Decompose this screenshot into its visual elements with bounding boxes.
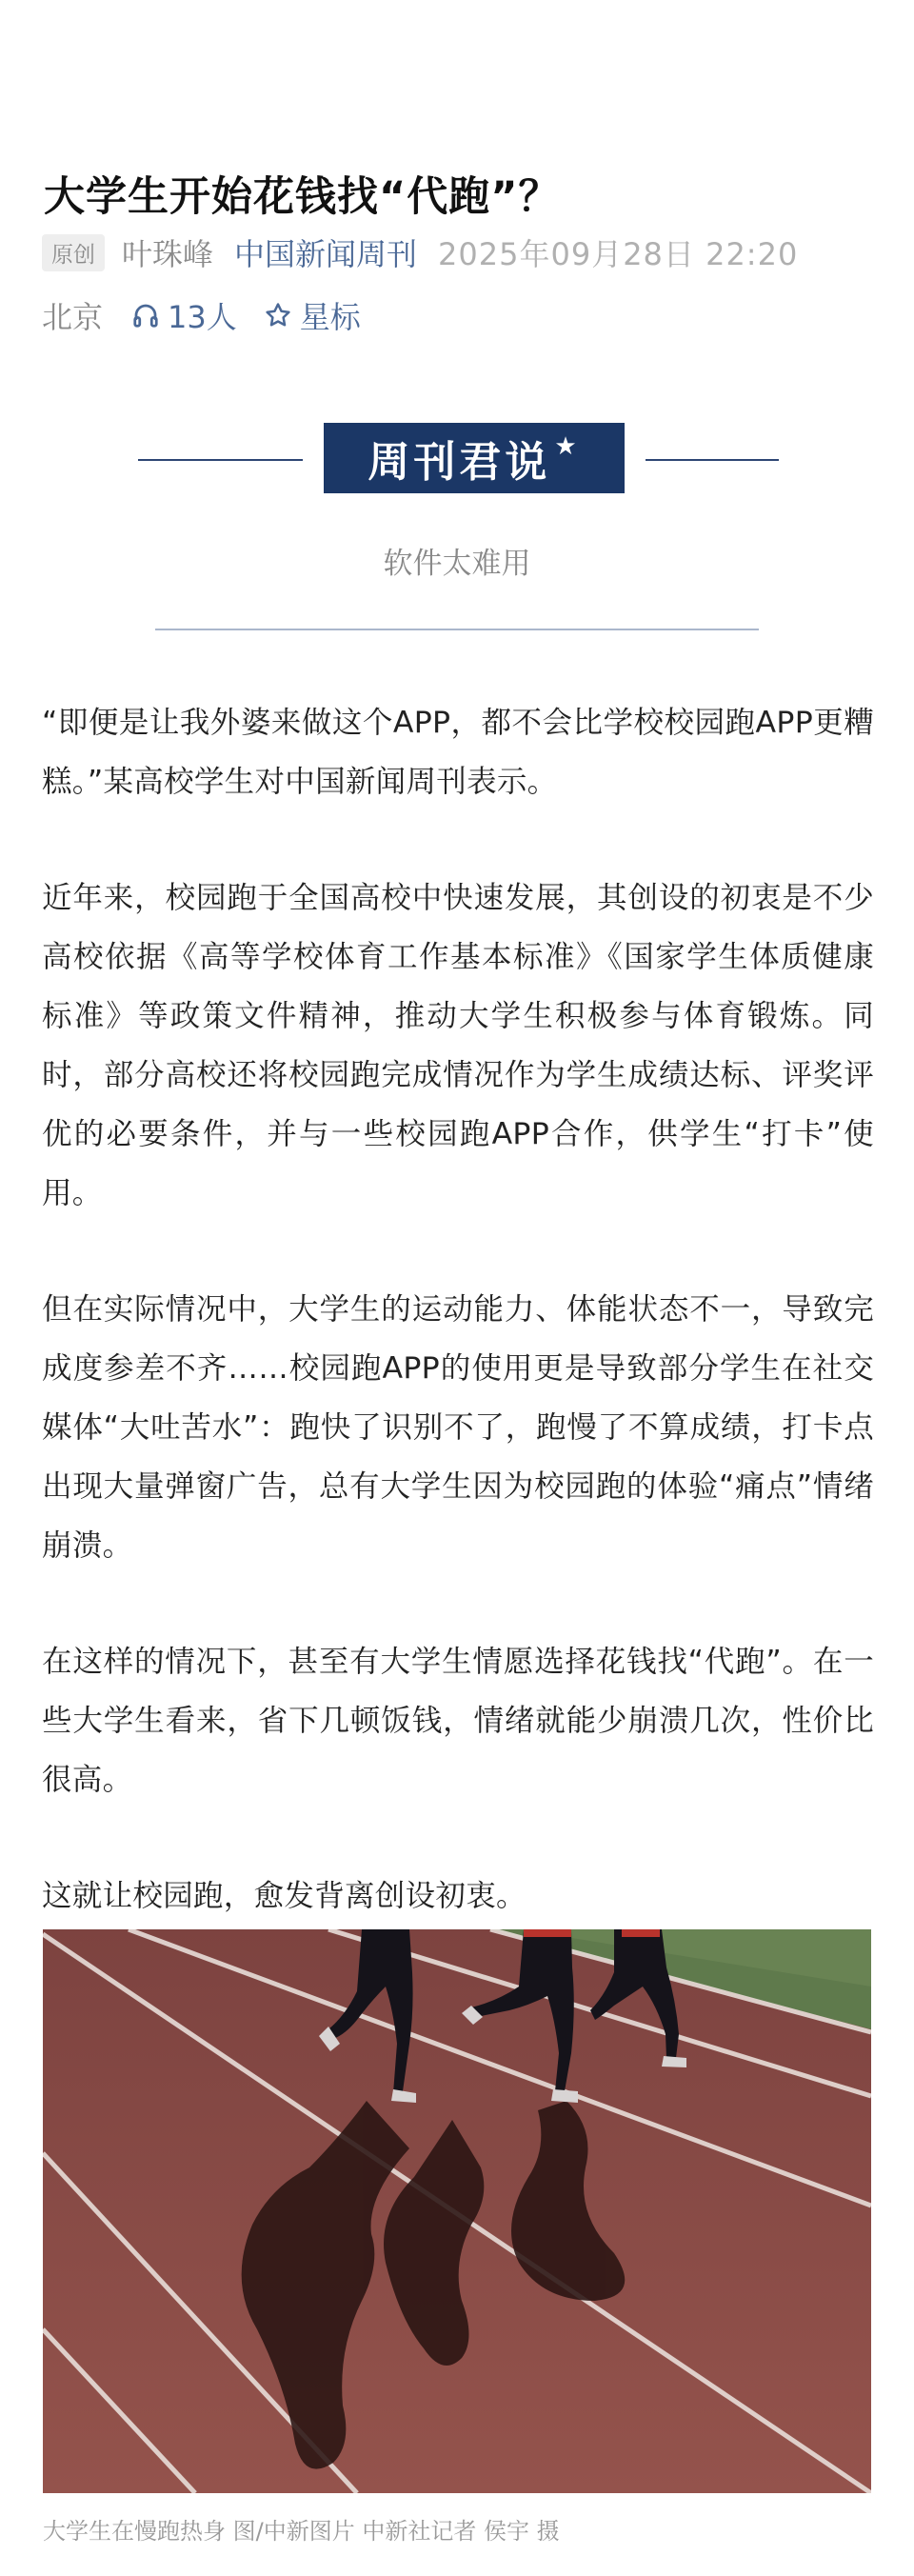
star-button[interactable] [264,293,361,337]
paragraph: 这就让校园跑，愈发背离创设初衷。 [42,1879,527,1913]
location: 北京 [42,299,104,335]
author-name: 叶珠峰 [122,236,214,272]
article-meta [42,233,798,271]
section-subhead: 软件太难用 [383,547,531,581]
photo-caption: 大学生在慢跑热身 图/中新图片 中新社记者 侯宇 摄 [43,2518,560,2545]
subhead-divider [155,629,759,630]
listen-button[interactable] [131,293,237,337]
article-title: 大学生开始花钱找“代跑”？ [44,172,561,221]
banner-divider-left [138,459,303,461]
column-banner-text: 周刊君说 [368,438,551,487]
article-body [42,693,874,1983]
star-label: 星标 [299,299,361,335]
article-meta-secondary [42,296,361,334]
banner-star-icon: ★ [554,432,581,461]
paragraph: “即便是让我外婆来做这个APP，都不会比学校校园跑APP更糟糕。”某高校学生对中国新闻周刊表示。 [42,706,874,799]
paragraph: 但在实际情况中，大学生的运动能力、体能状态不一，导致完成度参差不齐……校园跑APP的使用更是导致部分学生在社交媒体“大吐苦水”：跑快了识别不了，跑慢了不算成绩，打卡点出现大量弹窗广告，总有大学生因为校园跑的体验“痛点”情绪崩溃。 [42,1292,874,1563]
paragraph: 在这样的情况下，甚至有大学生情愿选择花钱找“代跑”。在一些大学生看来，省下几顿饭钱，情绪就能少崩溃几次，性价比很高。 [42,1645,874,1797]
headphones-icon [131,301,160,329]
banner-divider-right [646,459,779,461]
account-link[interactable]: 中国新闻周刊 [234,236,418,272]
column-banner [324,423,625,493]
article-photo [43,1929,871,2493]
star-outline-icon [264,301,292,329]
listener-count: 13人 [168,299,237,335]
original-tag: 原创 [42,234,105,271]
paragraph: 近年来，校园跑于全国高校中快速发展，其创设的初衷是不少高校依据《高等学校体育工作基本标准》《国家学生体质健康标准》等政策文件精神，推动大学生积极参与体育锻炼。同时，部分高校还将校园跑完成情况作为学生成绩达标、评奖评优的必要条件，并与一些校园跑APP合作，供学生“打卡”使用。 [42,881,874,1210]
publish-date: 2025年09月28日 22:20 [438,236,799,272]
